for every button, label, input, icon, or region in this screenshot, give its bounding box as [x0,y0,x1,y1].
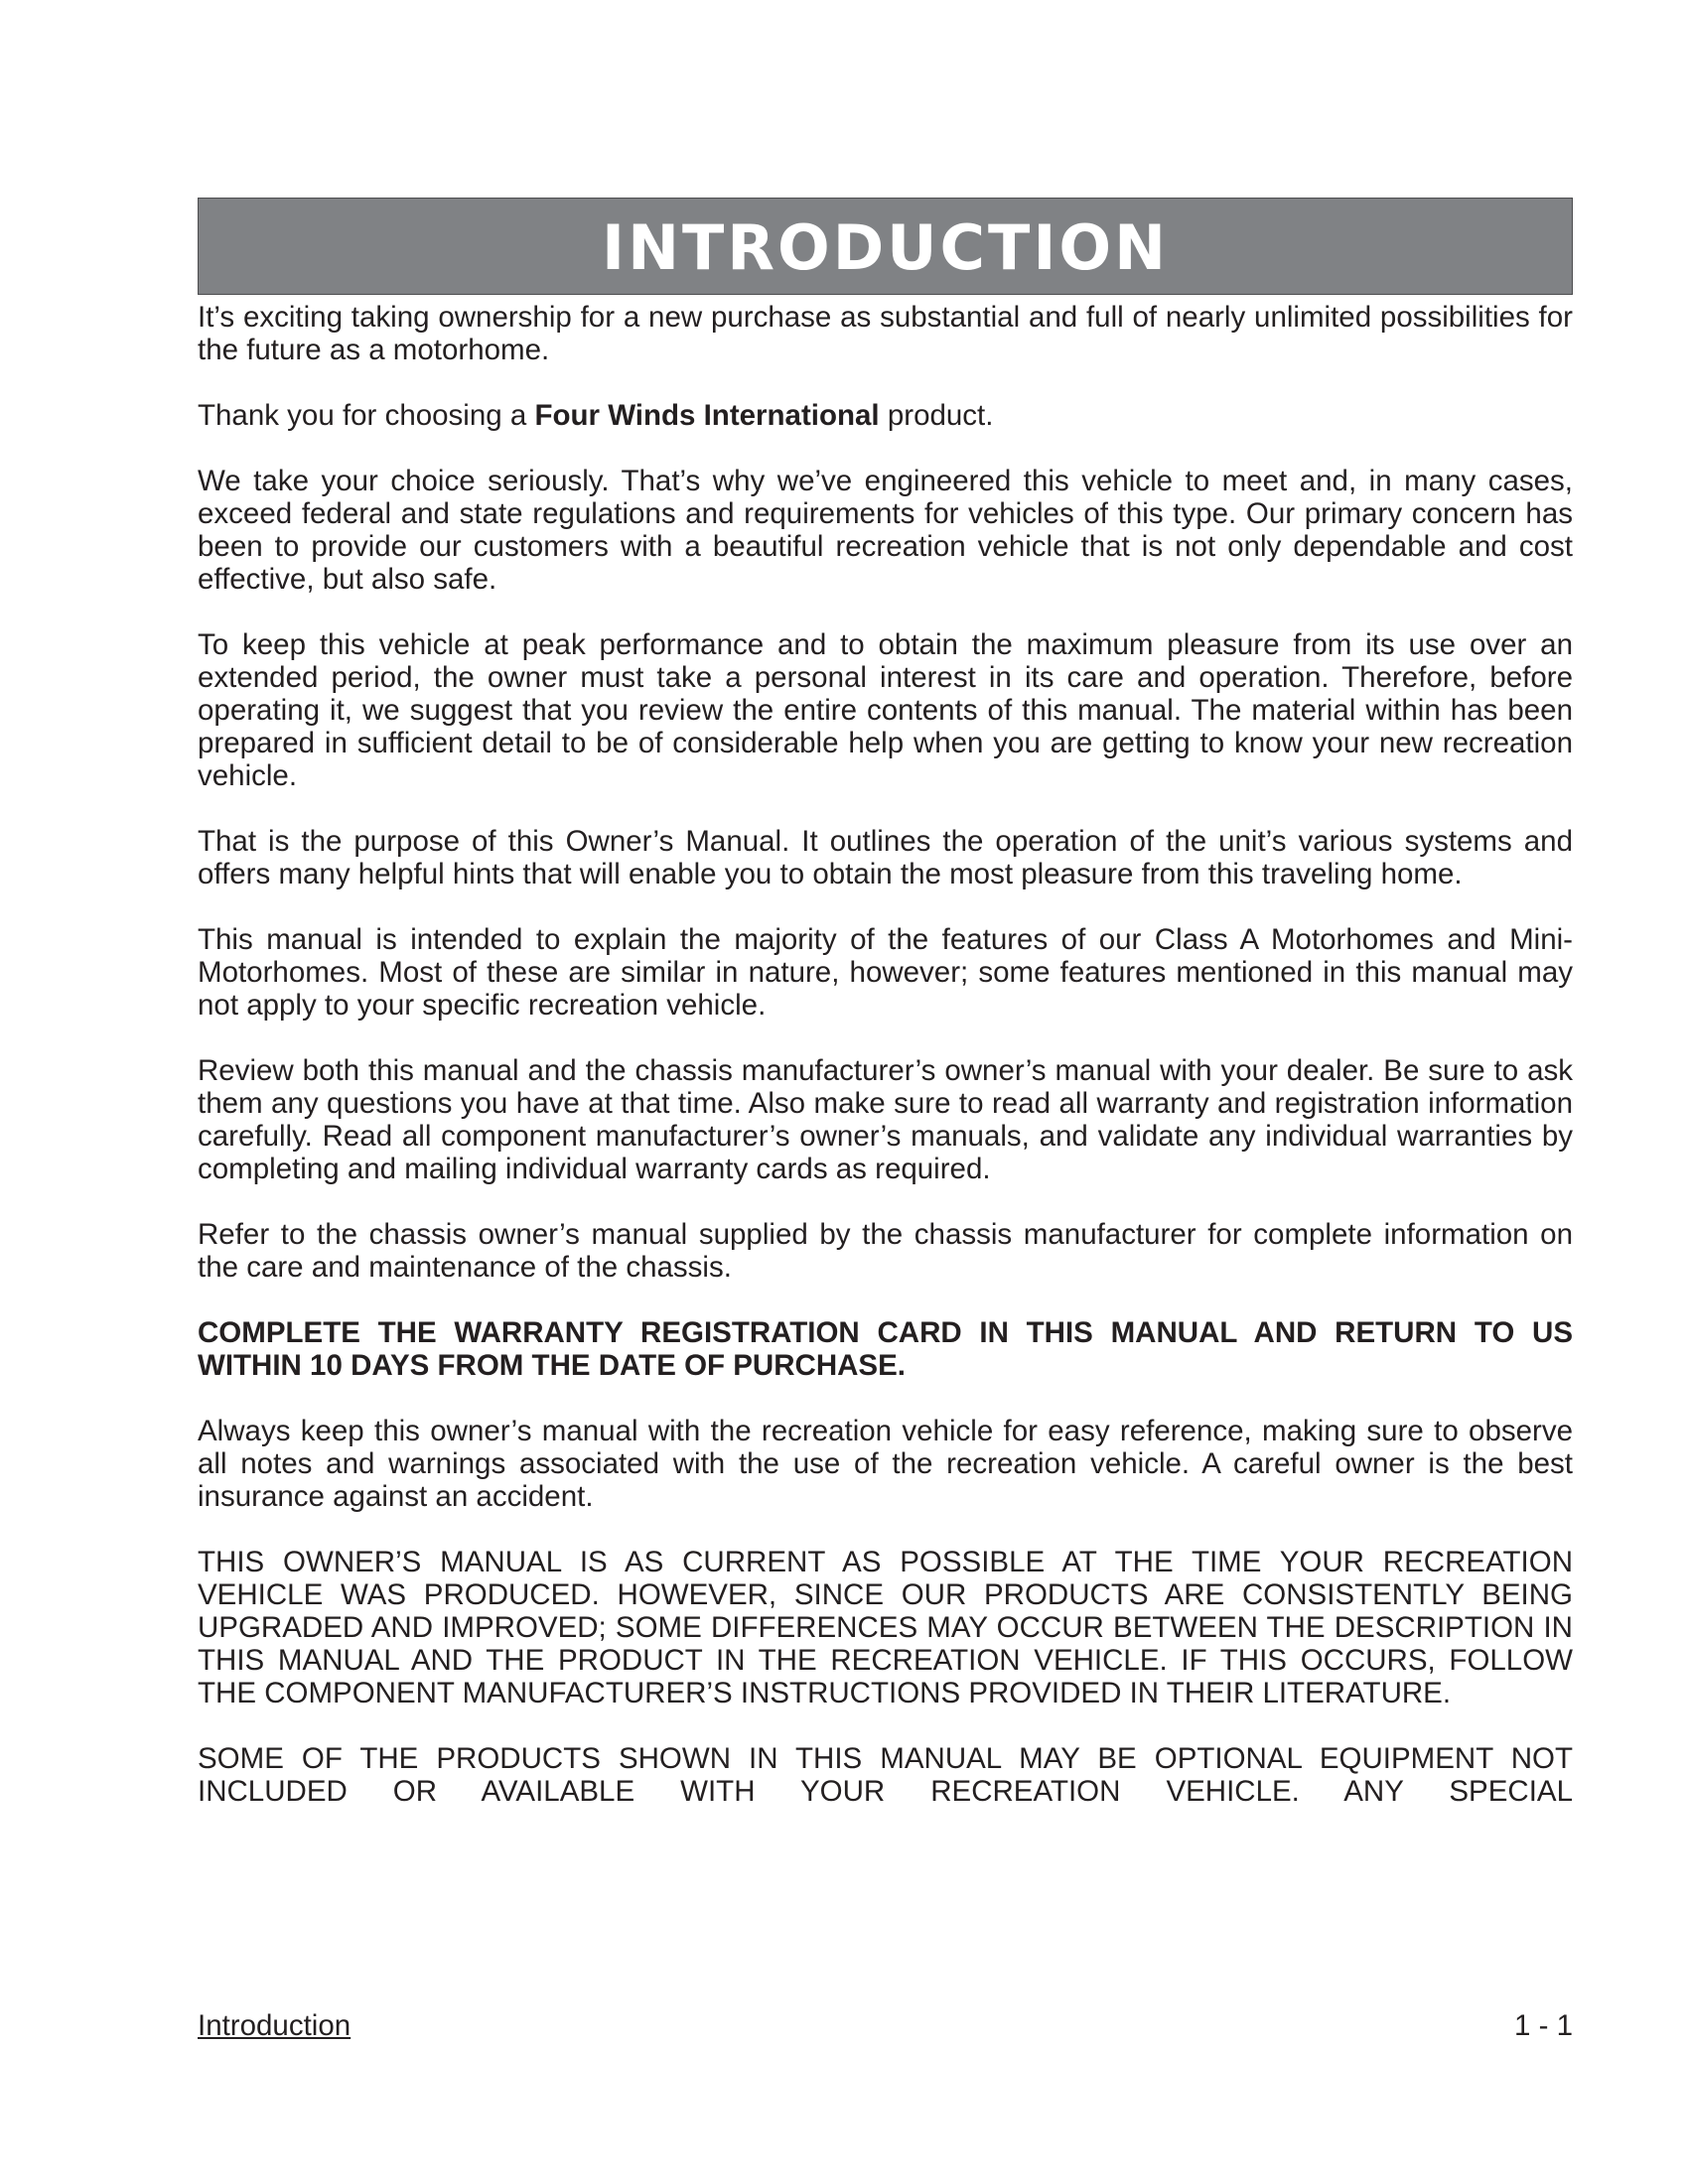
paragraph-warranty-notice: COMPLETE THE WARRANTY REGISTRATION CARD IN THIS MANUAL AND RETURN TO US WITHIN 10 DAYS FROM THE DATE OF PURCHASE. [198,1316,1573,1382]
paragraph-keep-manual: Always keep this owner’s manual with the recreation vehicle for easy reference, making sure to observe all notes and warnings associated with the use of the recreation vehicle. A careful owner is the best insurance against an accident. [198,1415,1573,1513]
paragraph-review: Review both this manual and the chassis manufacturer’s owner’s manual with your dealer. Be sure to ask them any questions you have at that time. Also make sure to read all warranty and registration information carefully. Read all component manufacturer’s owner’s manuals, and validate any individual warranties by completing and mailing individual warranty cards as required. [198,1054,1573,1185]
paragraph-optional-equipment: SOME OF THE PRODUCTS SHOWN IN THIS MANUAL MAY BE OPTIONAL EQUIPMENT NOT INCLUDED OR AVAILABLE WITH YOUR RECREATION VEHICLE. ANY SPECIAL [198,1742,1573,1808]
paragraph-purpose: That is the purpose of this Owner’s Manual. It outlines the operation of the unit’s various systems and offers many helpful hints that will enable you to obtain the most pleasure from this traveling home. [198,825,1573,890]
paragraph-chassis: Refer to the chassis owner’s manual supplied by the chassis manufacturer for complete information on the care and maintenance of the chassis. [198,1218,1573,1284]
footer-page-number: 1 - 1 [1513,2009,1573,2042]
paragraph-thank-you [198,399,1573,432]
paragraph-excitement: It’s exciting taking ownership for a new purchase as substantial and full of nearly unlimited possibilities for the future as a motorhome. [198,301,1573,366]
brand-name: Four Winds International [534,399,880,432]
body-text [198,301,1573,1808]
page-content [198,198,1573,1808]
page-title: INTRODUCTION [602,211,1169,284]
paragraph-choice: We take your choice seriously. That’s why we’ve engineered this vehicle to meet and, in many cases, exceed federal and state regulations and requirements for vehicles of this type. Our primary concern has been to provide our customers with a beautiful recreation vehicle that is not only dependable and cost effective, but also safe. [198,465,1573,596]
title-banner [198,198,1573,295]
paragraph-scope: This manual is intended to explain the majority of the features of our Class A Motorhomes and Mini-Motorhomes. Most of these are similar in nature, however; some features mentioned in this manual may not apply to your specific recreation vehicle. [198,923,1573,1022]
thank-you-text: Thank you for choosing a [198,399,535,432]
page-footer [198,2009,1573,2042]
paragraph-performance: To keep this vehicle at peak performance and to obtain the maximum pleasure from its use over an extended period, the owner must take a personal interest in its care and operation. Therefore, before operating it, we suggest that you review the entire contents of this manual. The material within has been prepared in sufficient detail to be of considerable help when you are getting to know your new recreation vehicle. [198,628,1573,792]
paragraph-current-notice: THIS OWNER’S MANUAL IS AS CURRENT AS POSSIBLE AT THE TIME YOUR RECREATION VEHICLE WAS PRODUCED. HOWEVER, SINCE OUR PRODUCTS ARE CONSISTENTLY BEING UPGRADED AND IMPROVED; SOME DIFFERENCES MAY OCCUR BETWEEN THE DESCRIPTION IN THIS MANUAL AND THE PRODUCT IN THE RECREATION VEHICLE. IF THIS OCCURS, FOLLOW THE COMPONENT MANUFACTURER’S INSTRUCTIONS PROVIDED IN THEIR LITERATURE. [198,1546,1573,1709]
footer-section-name: Introduction [198,2009,352,2042]
thank-you-suffix: product. [879,399,994,432]
